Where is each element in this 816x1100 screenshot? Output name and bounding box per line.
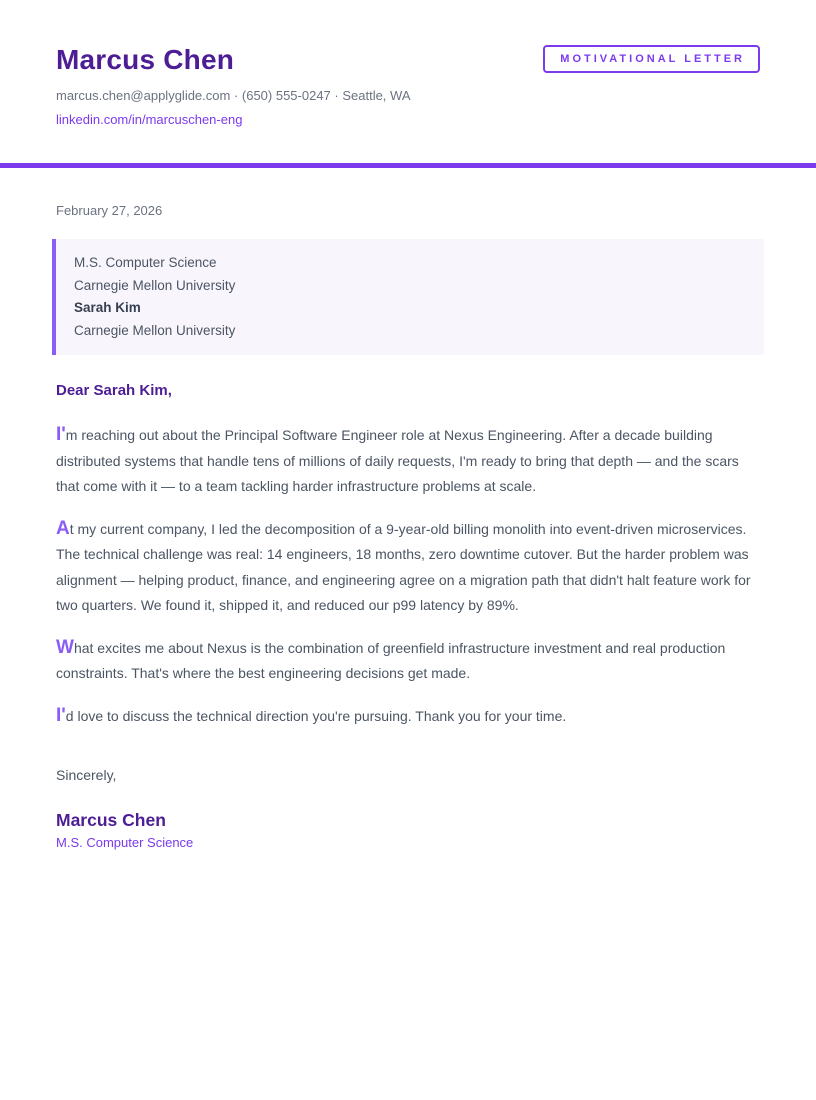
greeting: Dear Sarah Kim, xyxy=(56,382,172,400)
recipient-institution: Carnegie Mellon University xyxy=(74,277,236,293)
lead-letter-3: W xyxy=(56,636,74,658)
lead-letter-4: I' xyxy=(56,704,66,726)
recipient-institution-repeat: Carnegie Mellon University xyxy=(74,322,236,338)
lead-letter-1: I' xyxy=(56,424,66,446)
closing: Sincerely, xyxy=(56,767,117,784)
letter-body xyxy=(0,168,816,910)
paragraph-text-1: m reaching out about the Principal Software Engineer role at Nexus Engineering. After a decade building distributed systems that handle tens of millions of daily requests, I'm ready to bring that depth — and the scars that come with it — to a team tackling harder infrastructure problems at scale. xyxy=(56,427,739,495)
letter-header xyxy=(0,0,816,168)
paragraph-text-3: hat excites me about Nexus is the combination of greenfield infrastructure investment and real production constraints. That's where the best engineering decisions get made. xyxy=(56,639,726,682)
recipient-name: Sarah Kim xyxy=(74,300,141,316)
signature-name: Marcus Chen xyxy=(56,810,166,831)
body-paragraph-2 xyxy=(56,516,764,619)
paragraph-text-4: d love to discuss the technical direction you're pursuing. Thank you for your time. xyxy=(65,707,567,724)
document-type-badge: MOTIVATIONAL LETTER xyxy=(543,45,760,73)
recipient-degree: M.S. Computer Science xyxy=(74,255,217,270)
recipient-block xyxy=(52,239,764,355)
header-identity xyxy=(56,44,411,127)
letter-date: February 27, 2026 xyxy=(56,203,163,218)
lead-letter-2: A xyxy=(56,517,70,539)
paragraph-text-2: t my current company, I led the decomposition of a 9-year-old billing monolith into event-driven microservices. The technical challenge was real: 14 engineers, 18 months, zero downtime cutover. But the harder problem was alignment — helping product, finance, and engineering agree on a migration path that didn't halt feature work for two quarters. We found it, shipped it, and reduced our p99 latency by 89%. xyxy=(56,520,751,614)
linkedin-link[interactable]: linkedin.com/in/marcuschen-eng xyxy=(56,112,243,127)
contact-line: marcus.chen@applyglide.com · (650) 555-0247 · Seattle, WA xyxy=(56,88,411,103)
signature-title: M.S. Computer Science xyxy=(56,835,194,851)
body-paragraph-3 xyxy=(56,635,764,687)
body-paragraph-4 xyxy=(56,703,764,730)
body-paragraph-1 xyxy=(56,422,764,500)
candidate-name: Marcus Chen xyxy=(56,44,235,75)
